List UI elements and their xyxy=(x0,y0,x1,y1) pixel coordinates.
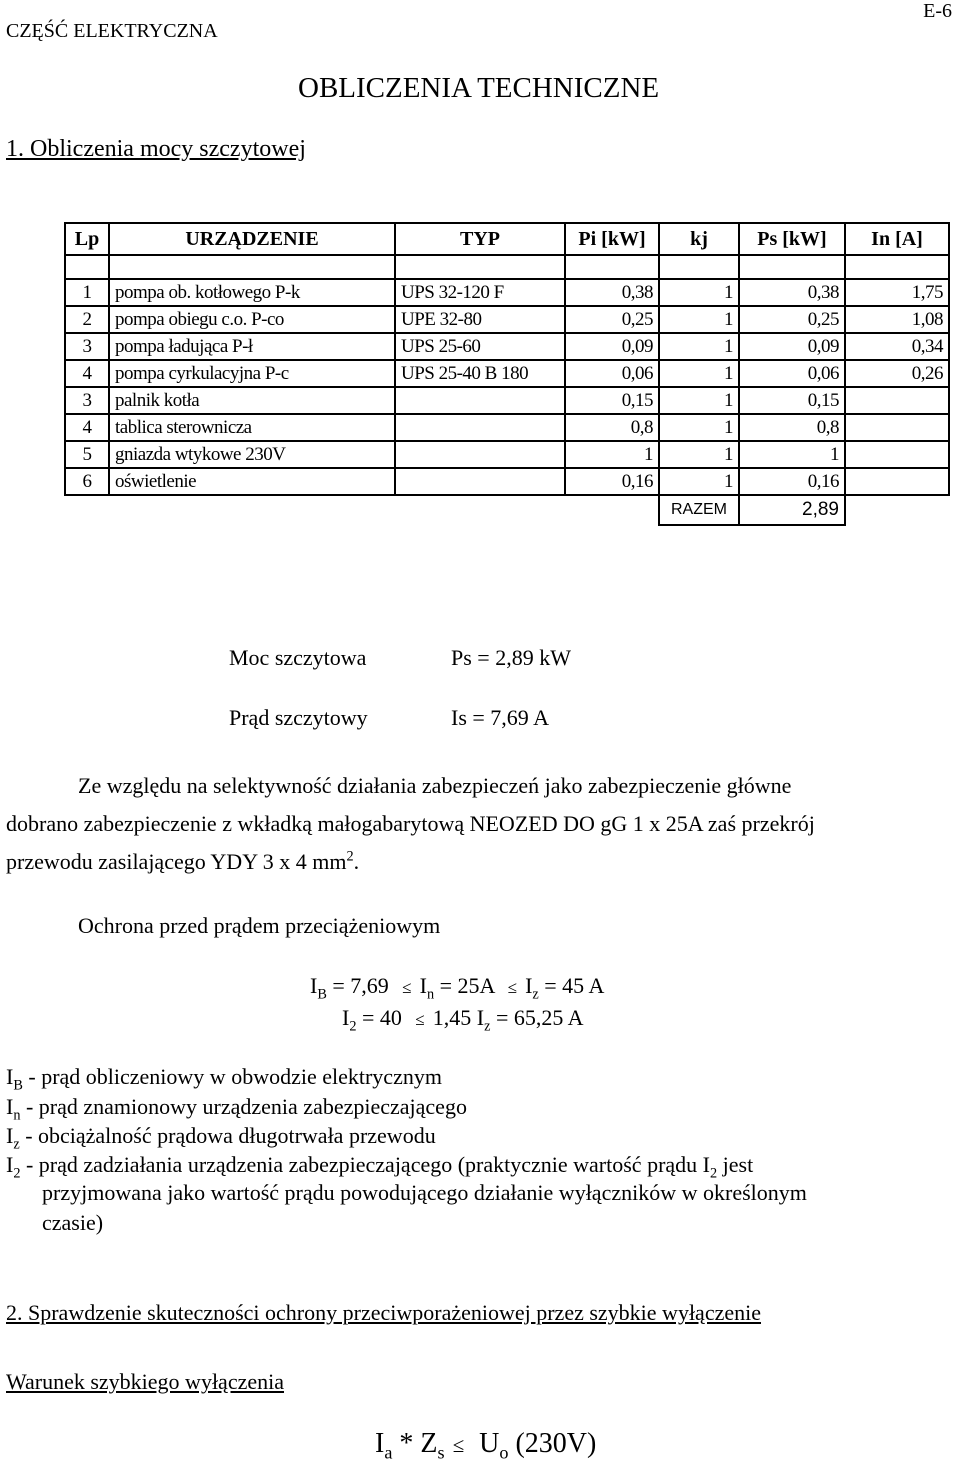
table-row xyxy=(65,441,949,468)
cell-kj: 1 xyxy=(659,414,739,441)
cell-lp: 4 xyxy=(65,414,109,441)
cell-in: 1,08 xyxy=(845,306,949,333)
cell-ps: 0,06 xyxy=(739,360,845,387)
cell-device: pompa ob. kotłowego P-k xyxy=(109,279,395,306)
cell-device: palnik kotła xyxy=(109,387,395,414)
cell-type: UPS 25-40 B 180 xyxy=(395,360,565,387)
table-row xyxy=(65,306,949,333)
less-equal-symbol: ≤ xyxy=(507,978,518,997)
cell-lp: 6 xyxy=(65,468,109,495)
cell-pi: 0,15 xyxy=(565,387,659,414)
peak-current-label: Prąd szczytowy xyxy=(229,705,368,730)
cell-in xyxy=(845,414,949,441)
cell-device: oświetlenie xyxy=(109,468,395,495)
cell-ps: 0,8 xyxy=(739,414,845,441)
cell-ps: 0,38 xyxy=(739,279,845,306)
header-type: TYP xyxy=(395,223,565,255)
header-lp: Lp xyxy=(65,223,109,255)
cell-lp: 4 xyxy=(65,360,109,387)
table-row xyxy=(65,333,949,360)
cell-device: pompa obiegu c.o. P-co xyxy=(109,306,395,333)
cell-kj: 1 xyxy=(659,441,739,468)
cell-in: 0,26 xyxy=(845,360,949,387)
section-label: CZĘŚĆ ELEKTRYCZNA xyxy=(6,20,218,42)
cell-kj: 1 xyxy=(659,387,739,414)
header-kj: kj xyxy=(659,223,739,255)
cell-device: pompa cyrkulacyjna P-c xyxy=(109,360,395,387)
cell-ps: 0,16 xyxy=(739,468,845,495)
cell-pi: 1 xyxy=(565,441,659,468)
legend-continuation: czasie) xyxy=(42,1210,104,1235)
section-1-heading: 1. Obliczenia mocy szczytowej xyxy=(6,136,306,162)
cell-pi: 0,06 xyxy=(565,360,659,387)
cell-type xyxy=(395,441,565,468)
cell-lp: 3 xyxy=(65,333,109,360)
cell-device: pompa ładująca P-ł xyxy=(109,333,395,360)
table-row xyxy=(65,360,949,387)
cell-kj: 1 xyxy=(659,360,739,387)
legend-item: $I_z$ - obciążalność prądowa długotrwała przewodu xyxy=(6,1123,436,1153)
cell-lp: 5 xyxy=(65,441,109,468)
header-pi: Pi [kW] xyxy=(565,223,659,255)
cell-kj: 1 xyxy=(659,306,739,333)
header-in: In [A] xyxy=(845,223,949,255)
cell-in xyxy=(845,468,949,495)
cell-lp: 3 xyxy=(65,387,109,414)
cell-in xyxy=(845,441,949,468)
total-value: 2,89 xyxy=(739,495,845,525)
cell-ps: 0,09 xyxy=(739,333,845,360)
cell-type xyxy=(395,414,565,441)
cell-type: UPE 32-80 xyxy=(395,306,565,333)
paragraph-line-2: dobrano zabezpieczenie z wkładką małogabarytową NEOZED DO gG 1 x 25A zaś przekrój xyxy=(6,811,815,836)
paragraph-line-1: Ze względu na selektywność działania zabezpieczeń jako zabezpieczenie główne xyxy=(78,773,792,798)
protection-heading: Ochrona przed prądem przeciążeniowym xyxy=(78,913,441,938)
cell-device: tablica sterownicza xyxy=(109,414,395,441)
less-equal-symbol: ≤ xyxy=(402,978,412,997)
cell-type: UPS 32-120 F xyxy=(395,279,565,306)
cell-ps: 0,25 xyxy=(739,306,845,333)
cell-lp: 1 xyxy=(65,279,109,306)
table-total-row xyxy=(65,495,949,525)
cell-pi: 0,38 xyxy=(565,279,659,306)
legend-continuation: przyjmowana jako wartość prądu powodującego działanie wyłączników w określonym xyxy=(42,1180,807,1205)
condition-1: $I_B = 7,69 \le I_n = 25A \le I_z = 45$ A xyxy=(310,973,605,1003)
cell-type xyxy=(395,468,565,495)
cell-in: 1,75 xyxy=(845,279,949,306)
cell-pi: 0,09 xyxy=(565,333,659,360)
table-row xyxy=(65,414,949,441)
power-table xyxy=(64,222,950,526)
section-2-heading: 2. Sprawdzenie skuteczności ochrony przeciwporażeniowej przez szybkie wyłączenie xyxy=(6,1300,761,1325)
page-title: OBLICZENIA TECHNICZNE xyxy=(298,72,660,104)
cell-in: 0,34 xyxy=(845,333,949,360)
cell-type xyxy=(395,387,565,414)
header-device: URZĄDZENIE xyxy=(109,223,395,255)
cell-ps: 1 xyxy=(739,441,845,468)
cell-kj: 1 xyxy=(659,468,739,495)
less-equal-symbol: ≤ xyxy=(415,1010,425,1029)
peak-power-label: Moc szczytowa xyxy=(229,645,367,670)
cell-device: gniazda wtykowe 230V xyxy=(109,441,395,468)
table-row xyxy=(65,279,949,306)
peak-power-value: Ps = 2,89 kW xyxy=(451,645,571,670)
cell-pi: 0,16 xyxy=(565,468,659,495)
cell-type: UPS 25-60 xyxy=(395,333,565,360)
cell-in xyxy=(845,387,949,414)
cell-kj: 1 xyxy=(659,279,739,306)
less-equal-symbol: ≤ xyxy=(452,1433,465,1457)
table-spacer-row xyxy=(65,255,949,279)
header-ps: Ps [kW] xyxy=(739,223,845,255)
legend-item: $I_B$ - prąd obliczeniowy w obwodzie elektrycznym xyxy=(6,1064,442,1094)
condition-2: $I_2 = 40 \le 1,45$ $I_z = 65,25$ A xyxy=(342,1005,584,1035)
cell-pi: 0,25 xyxy=(565,306,659,333)
cell-lp: 2 xyxy=(65,306,109,333)
cell-ps: 0,15 xyxy=(739,387,845,414)
fast-disconnect-formula: $I_a * Z_s \le U_o$ (230V) xyxy=(375,1428,597,1463)
cell-pi: 0,8 xyxy=(565,414,659,441)
peak-current-value: Is = 7,69 A xyxy=(451,705,549,730)
paragraph-line-3: przewodu zasilającego YDY 3 x 4 $mm^2$. xyxy=(6,848,360,874)
table-row xyxy=(65,387,949,414)
total-label: RAZEM xyxy=(659,495,739,525)
cell-kj: 1 xyxy=(659,333,739,360)
table-row xyxy=(65,468,949,495)
section-2-subheading: Warunek szybkiego wyłączenia xyxy=(6,1369,284,1394)
legend-item: $I_n$ - prąd znamionowy urządzenia zabezpieczającego xyxy=(6,1094,467,1124)
table-header-row xyxy=(65,223,949,255)
page-code: E-6 xyxy=(923,0,952,22)
legend-item: $I_2$ - prąd zadziałania urządzenia zabezpieczającego (praktycznie wartość prądu $I_2$ jest xyxy=(6,1152,754,1182)
